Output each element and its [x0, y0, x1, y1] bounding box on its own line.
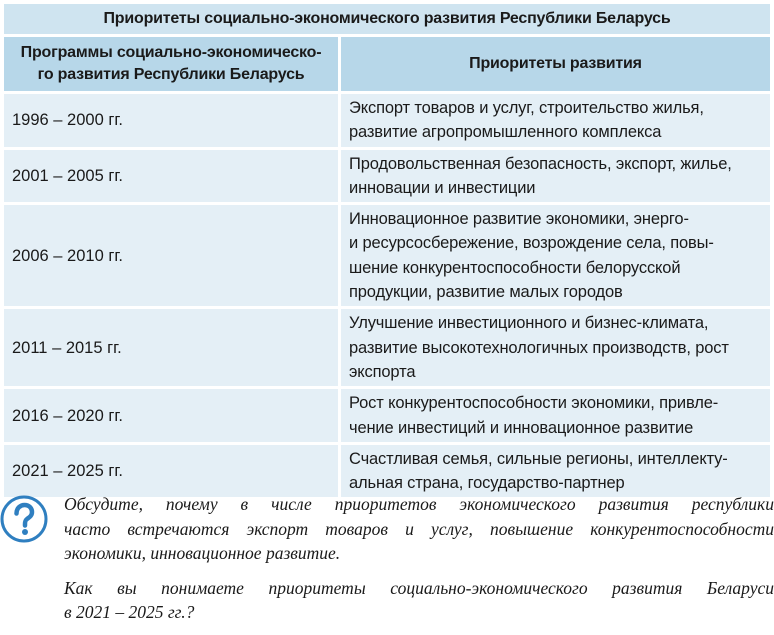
priority-cell — [341, 309, 770, 389]
priority-line: альная страна, государство-партнер — [349, 474, 625, 493]
table-row — [4, 389, 770, 445]
priority-line: Счастливая семья, сильные регионы, интеллекту- — [349, 449, 728, 468]
priority-line: развитие агропромышленного комплекса — [349, 123, 662, 142]
table-title: Приоритеты социально-экономического развития Республики Беларусь — [4, 4, 770, 37]
period-cell: 2006 – 2010 гг. — [4, 205, 341, 309]
header-programs-line: го развития Республики Беларусь — [37, 66, 305, 83]
period-cell: 2016 – 2020 гг. — [4, 389, 341, 445]
table-row — [4, 309, 770, 389]
priorities-table — [4, 4, 770, 500]
priority-line: инновации и инвестиции — [349, 178, 536, 197]
question-paragraph — [64, 576, 774, 625]
priority-line: Экспорт товаров и услуг, строительство жилья, — [349, 99, 704, 117]
table-header-row — [4, 37, 770, 94]
question-paragraph — [64, 492, 774, 566]
questions-text — [64, 492, 774, 635]
priority-line: шение конкурентоспособности белорусской — [349, 258, 681, 277]
priority-line: продукции, развитие малых городов — [349, 283, 623, 302]
priorities-table-container — [4, 4, 770, 500]
table-title-row — [4, 4, 770, 37]
priority-cell — [341, 389, 770, 445]
period-cell: 2021 – 2025 гг. — [4, 445, 341, 501]
period-cell: 1996 – 2000 гг. — [4, 94, 341, 150]
question-line: Как вы понимаете приоритеты социально-экономического развития Беларуси — [64, 577, 774, 598]
priority-cell — [341, 205, 770, 309]
period-cell: 2001 – 2005 гг. — [4, 150, 341, 206]
question-line: часто встречаются экспорт товаров и услуг, повышение конкурентоспособности — [64, 518, 774, 539]
priority-cell — [341, 94, 770, 150]
priority-line: чение инвестиций и инновационное развитие — [349, 418, 694, 437]
priority-line: Рост конкурентоспособности экономики, привле- — [349, 394, 719, 413]
priority-line: Инновационное развитие экономики, энерго- — [349, 210, 689, 229]
question-mark-icon — [0, 495, 48, 543]
priority-line: и ресурсосбережение, возрождение села, повы- — [349, 234, 714, 253]
period-cell: 2011 – 2015 гг. — [4, 309, 341, 389]
question-line: Обсудите, почему в числе приоритетов экономического развития республики — [64, 494, 774, 514]
header-priorities: Приоритеты развития — [341, 37, 770, 94]
table-row — [4, 150, 770, 206]
question-line: экономики, инновационное развитие. — [64, 543, 341, 563]
header-programs — [4, 37, 341, 94]
priority-cell — [341, 150, 770, 206]
question-line: в 2021 – 2025 гг.? — [64, 602, 195, 622]
table-row — [4, 94, 770, 150]
header-programs-line: Программы социально-экономическо- — [20, 44, 322, 61]
table-row — [4, 205, 770, 309]
priority-line: Улучшение инвестиционного и бизнес-климата, — [349, 314, 709, 333]
priority-line: Продовольственная безопасность, экспорт, жилье, — [349, 154, 732, 173]
priority-line: развитие высокотехнологичных производств, рост — [349, 338, 729, 357]
priority-line: экспорта — [349, 362, 416, 381]
